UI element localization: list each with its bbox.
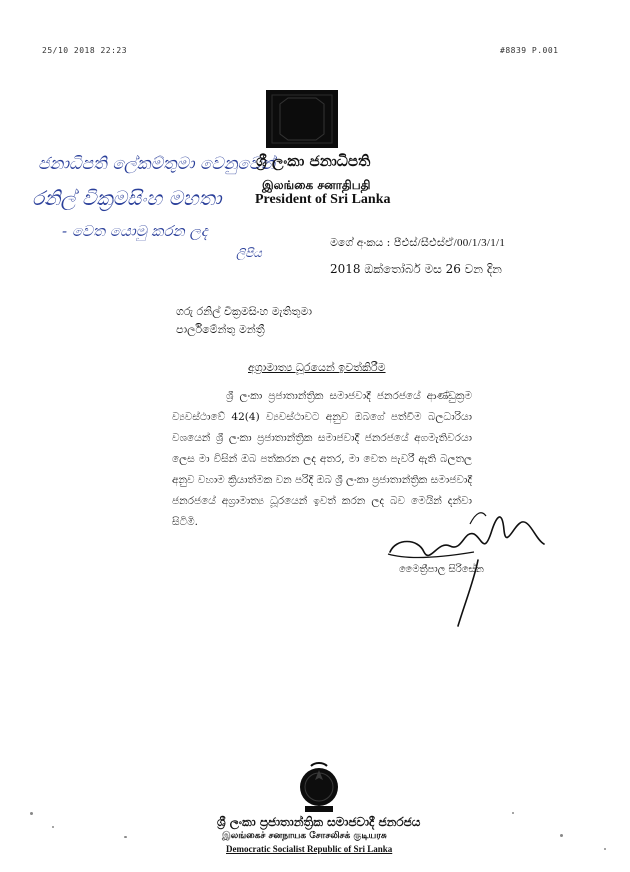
reference-number: පීඑස්/සීඑස්ඒ/00/1/3/1/1 [393,237,506,249]
handwritten-line-4: ලිපිය [236,246,262,260]
handwritten-line-2: රනිල් වික්‍රමසිංහ මහතා [32,186,222,210]
reference-line [330,236,505,250]
fax-timestamp: 25/10 2018 22:23 [42,46,128,55]
scan-speck [604,848,606,850]
footer-tamil: இலங்கைச் சனநாயக சோசலிசக் குடியரசு [222,831,387,841]
reference-label: මගේ අංකය : [330,236,391,249]
scan-speck [52,826,54,828]
scan-speck [560,834,563,837]
letterhead-tamil: இலங்கை சனாதிபதி [262,178,371,192]
signer-name: මෛත්‍රීපාල සිරිසේන [399,564,484,575]
date-line: 2018 ඔක්තෝබර් මස 26 වන දින [330,262,502,276]
fax-page-ref: #8839 P.001 [500,46,559,55]
footer-english: Democratic Socialist Republic of Sri Lanka [226,844,393,854]
recipient-name: ගරු රනිල් වික්‍රමසිංහ මැතිතුමා [176,305,312,318]
letterhead-sinhala: ශ්‍රී ලංකා ජනාධිපති [256,152,371,170]
handwritten-line-1: ජනාධිපති ලේකම්තුමා වෙනුවෙන් [38,154,276,174]
handwritten-line-3: - වෙත යොමු කරන ලද [62,222,208,240]
presidential-emblem-icon [266,90,338,148]
subject-heading: අග්‍රාමාත්‍ය ධූරයෙන් ඉවත්කිරීම [248,361,386,374]
scan-speck [512,812,514,814]
letter-body: ශ්‍රී ලංකා ප්‍රජාතාන්ත්‍රික සමාජවාදී ජනරජයේ ආණ්ඩුක්‍රම ව්‍යවස්ථාවේ 42(4) ව්‍යවස්ථාවට අනුව ඔබගේ පත්වීම බලධාරියා වශයෙන් ශ්‍රී ලංකා ප්‍රජාතාන්ත්‍රික සමාජවාදී ජනරජයේ අගමැතිවරයා ලෙස මා විසින් ඔබ පත්කරන ලද අතර, මා වෙත පැවරී ඇති බලතල අනුව වහාම ක්‍රියාත්මක වන පරිදි ඔබ ශ්‍රී ලංකා ප්‍රජාතාන්ත්‍රික සමාජවාදී ජනරජයේ අග්‍රාමාත්‍ය ධූරයෙන් ඉවත් කරන ලද බව මෙයින් දන්වා සිටිමි. [172,390,472,528]
letterhead-english: President of Sri Lanka [255,192,391,207]
handwritten-note [30,152,330,272]
recipient-title: පාර්ලිමේන්තු මන්ත්‍රී [176,323,265,336]
state-emblem-icon [297,760,341,816]
scan-speck [30,812,33,815]
footer-sinhala: ශ්‍රී ලංකා ප්‍රජාතාන්ත්‍රික සමාජවාදී ජනරජය [217,815,421,829]
scan-speck [124,836,127,838]
